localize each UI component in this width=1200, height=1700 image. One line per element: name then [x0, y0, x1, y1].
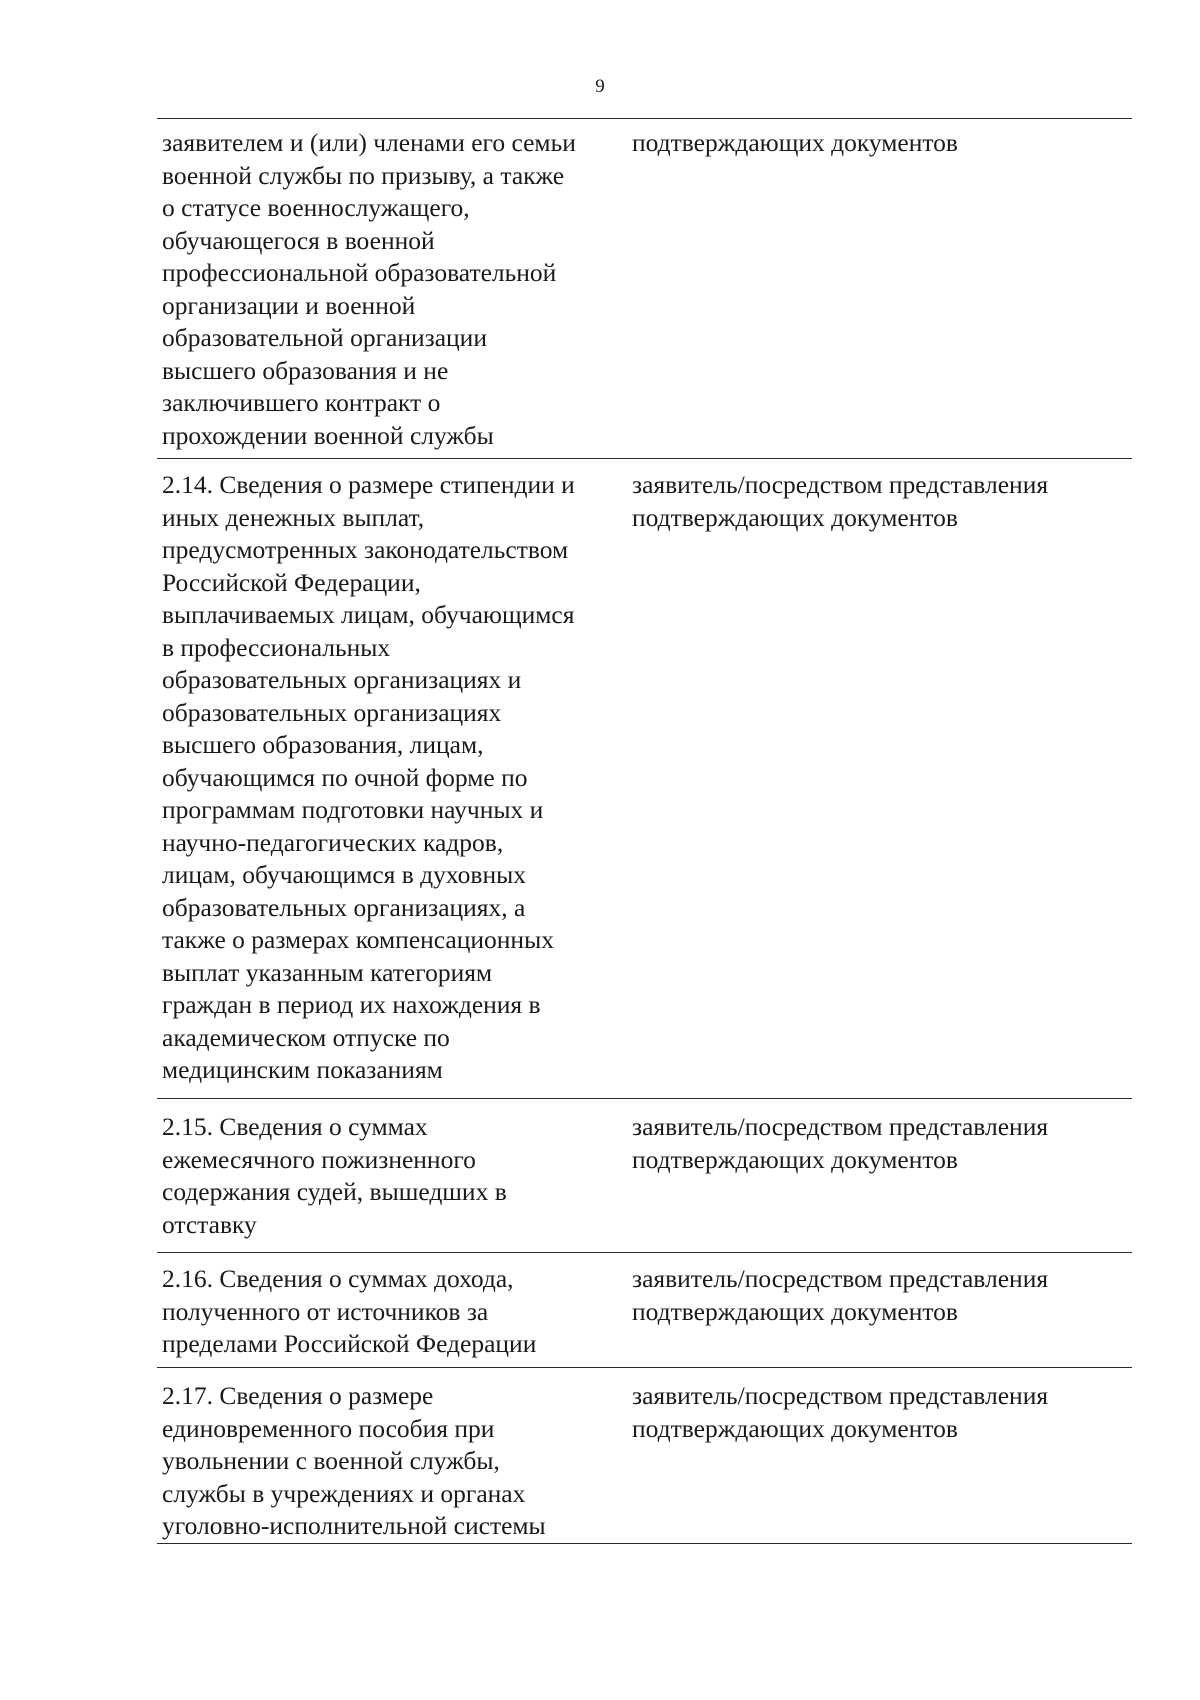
table-row: [157, 459, 1132, 1099]
row-source: подтверждающих документов: [632, 128, 958, 157]
document-table: [157, 118, 1132, 1544]
table-row: [157, 119, 1132, 459]
row-source: заявитель/посредством представления подтверждающих документов: [632, 1381, 1049, 1443]
row-description: заявителем и (или) членами его семьи военной службы по призыву, а также о статусе военнослужащего, обучающегося в военной профессиональной образовательной организации и военной образовательной организации высшего образования и не заключившего контракт о прохождении военной службы: [162, 128, 576, 450]
row-source: заявитель/посредством представления подтверждающих документов: [632, 470, 1049, 532]
row-source: заявитель/посредством представления подтверждающих документов: [632, 1112, 1049, 1174]
row-description: 2.15. Сведения о суммах ежемесячного пожизненного содержания судей, вышедших в отставку: [162, 1112, 507, 1239]
row-source: заявитель/посредством представления подтверждающих документов: [632, 1264, 1049, 1326]
row-description: 2.17. Сведения о размере единовременного пособия при увольнении с военной службы, службы в учреждениях и органах уголовно-исполнительной системы: [162, 1381, 546, 1540]
row-description: 2.16. Сведения о суммах дохода, полученного от источников за пределами Российской Федерации: [162, 1264, 537, 1358]
page-number: 9: [595, 76, 605, 97]
table-row: [157, 1099, 1132, 1253]
table-row: [157, 1368, 1132, 1544]
table-row: [157, 1253, 1132, 1368]
row-description: 2.14. Сведения о размере стипендии и иных денежных выплат, предусмотренных законодательством Российской Федерации, выплачиваемых лицам, обучающимся в профессиональных образовательных организациях и образовательных организациях высшего образования, лицам, обучающимся по очной форме по программам подготовки научных и научно-педагогических кадров, лицам, обучающимся в духовных образовательных организациях, а также о размерах компенсационных выплат указанным категориям граждан в период их нахождения в академическом отпуске по медицинским показаниям: [162, 470, 575, 1084]
